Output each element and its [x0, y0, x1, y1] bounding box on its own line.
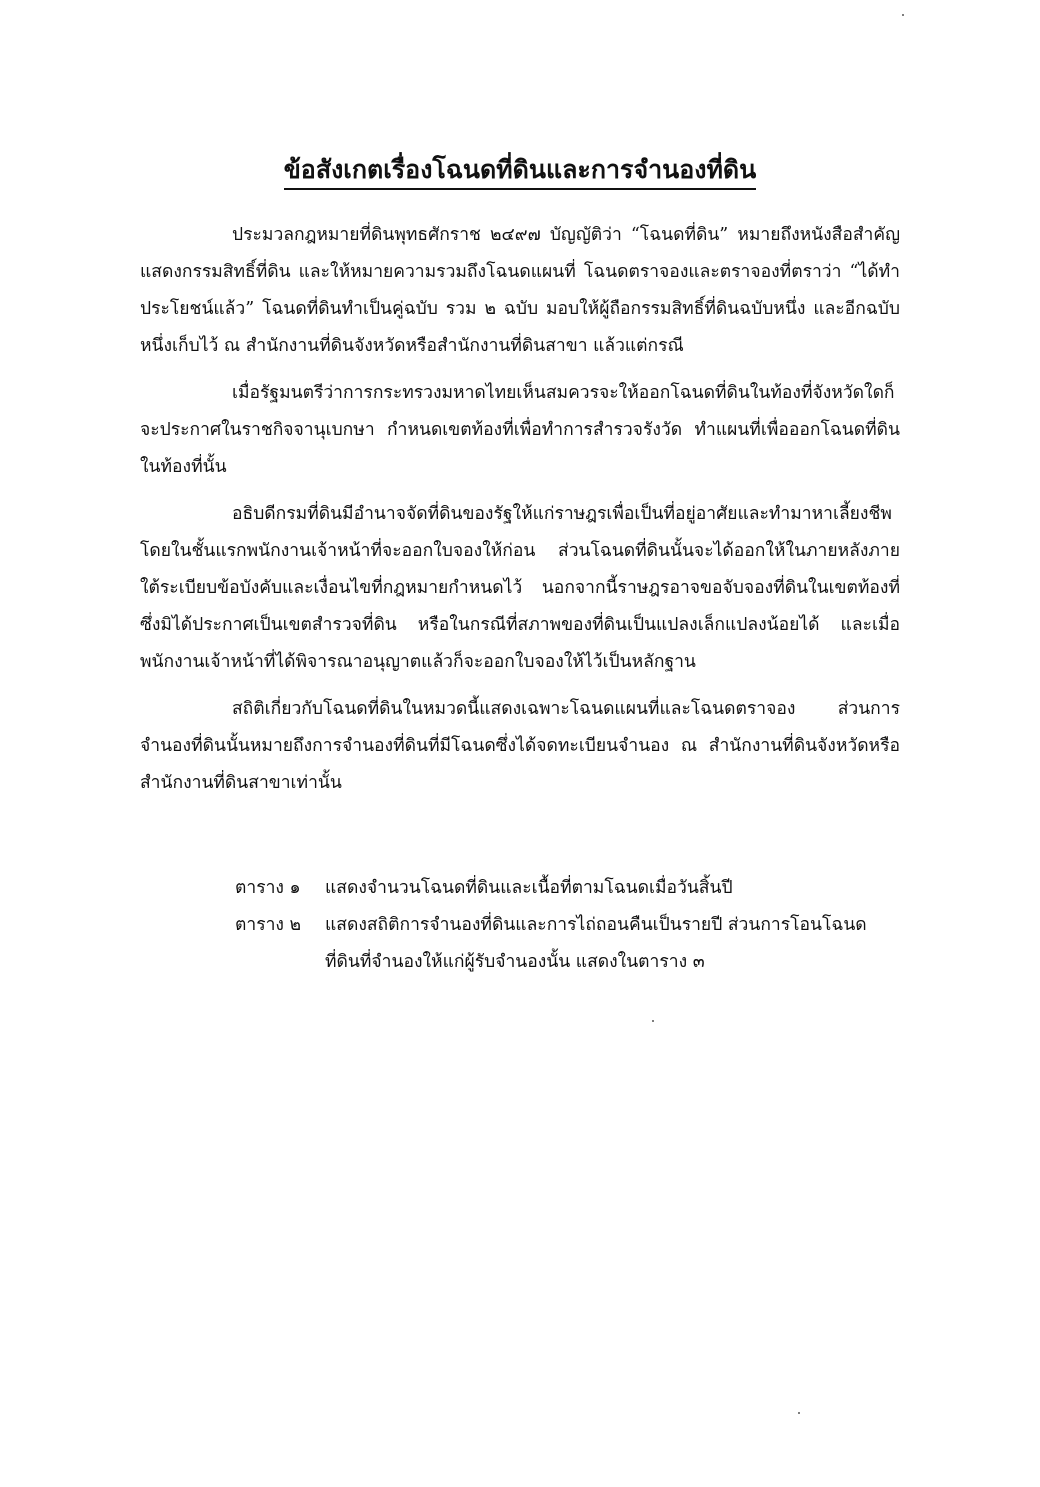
paragraph-1: ประมวลกฎหมายที่ดินพุทธศักราช ๒๔๙๗ บัญญัติว่า “โฉนดที่ดิน” หมายถึงหนังสือสำคัญแสดงกรรมสิทธิ์ที่ดิน และให้หมายความรวมถึงโฉนดแผนที่ โฉนดตราจองและตราจองที่ตราว่า “ได้ทำประโยชน์แล้ว” โฉนดที่ดินทำเป็นคู่ฉบับ รวม ๒ ฉบับ มอบให้ผู้ถือกรรมสิทธิ์ที่ดินฉบับหนึ่ง และอีกฉบับหนึ่งเก็บไว้ ณ สำนักงานที่ดินจังหวัดหรือสำนักงานที่ดินสาขา แล้วแต่กรณี: [140, 225, 900, 356]
page-title-text: ข้อสังเกตเรื่องโฉนดที่ดินและการจำนองที่ดิน: [284, 155, 757, 190]
table-list: [235, 870, 900, 981]
table-list-description: แสดงจำนวนโฉนดที่ดินและเนื้อที่ตามโฉนดเมื่อวันสิ้นปี: [325, 878, 733, 898]
paragraph-3: อธิบดีกรมที่ดินมีอำนาจจัดที่ดินของรัฐให้แก่ราษฎรเพื่อเป็นที่อยู่อาศัยและทำมาหาเลี้ยงชีพ โดยในชั้นแรกพนักงานเจ้าหน้าที่จะออกใบจองให้ก่อน ส่วนโฉนดที่ดินนั้นจะได้ออกให้ในภายหลังภายใต้ระเบียบข้อบังคับและเงื่อนไขที่กฎหมายกำหนดไว้ นอกจากนี้ราษฎรอาจขอจับจองที่ดินในเขตท้องที่ซึ่งมิได้ประกาศเป็นเขตสำรวจที่ดิน หรือในกรณีที่สภาพของที่ดินเป็นแปลงเล็กแปลงน้อยได้ และเมื่อพนักงานเจ้าหน้าที่ได้พิจารณาอนุญาตแล้วก็จะออกใบจองให้ไว้เป็นหลักฐาน: [140, 504, 900, 672]
table-list-description: แสดงสถิติการจำนองที่ดินและการไถ่ถอนคืนเป็นรายปี ส่วนการโอนโฉนดที่ดินที่จำนองให้แก่ผู้รับจำนองนั้น แสดงในตาราง ๓: [325, 915, 867, 972]
paragraph-2: เมื่อรัฐมนตรีว่าการกระทรวงมหาดไทยเห็นสมควรจะให้ออกโฉนดที่ดินในท้องที่จังหวัดใดก็จะประกาศในราชกิจจานุเบกษา กำหนดเขตท้องที่เพื่อทำการสำรวจรังวัด ทำแผนที่เพื่อออกโฉนดที่ดินในท้องที่นั้น: [140, 383, 900, 477]
table-list-item-2: [235, 907, 900, 981]
scan-speck: [652, 1020, 654, 1022]
paragraph-4: สถิติเกี่ยวกับโฉนดที่ดินในหมวดนี้แสดงเฉพาะโฉนดแผนที่และโฉนดตราจอง ส่วนการจำนองที่ดินนั้นหมายถึงการจำนองที่ดินที่มีโฉนดซึ่งได้จดทะเบียนจำนอง ณ สำนักงานที่ดินจังหวัดหรือสำนักงานที่ดินสาขาเท่านั้น: [140, 699, 900, 793]
document-body: [140, 217, 900, 812]
table-list-item-1: [235, 870, 900, 907]
table-list-label: ตาราง ๒: [235, 915, 302, 935]
table-list-label: ตาราง ๑: [235, 878, 301, 898]
scan-speck: [902, 14, 904, 16]
page-title: [140, 150, 900, 190]
scan-speck: [798, 1412, 800, 1414]
